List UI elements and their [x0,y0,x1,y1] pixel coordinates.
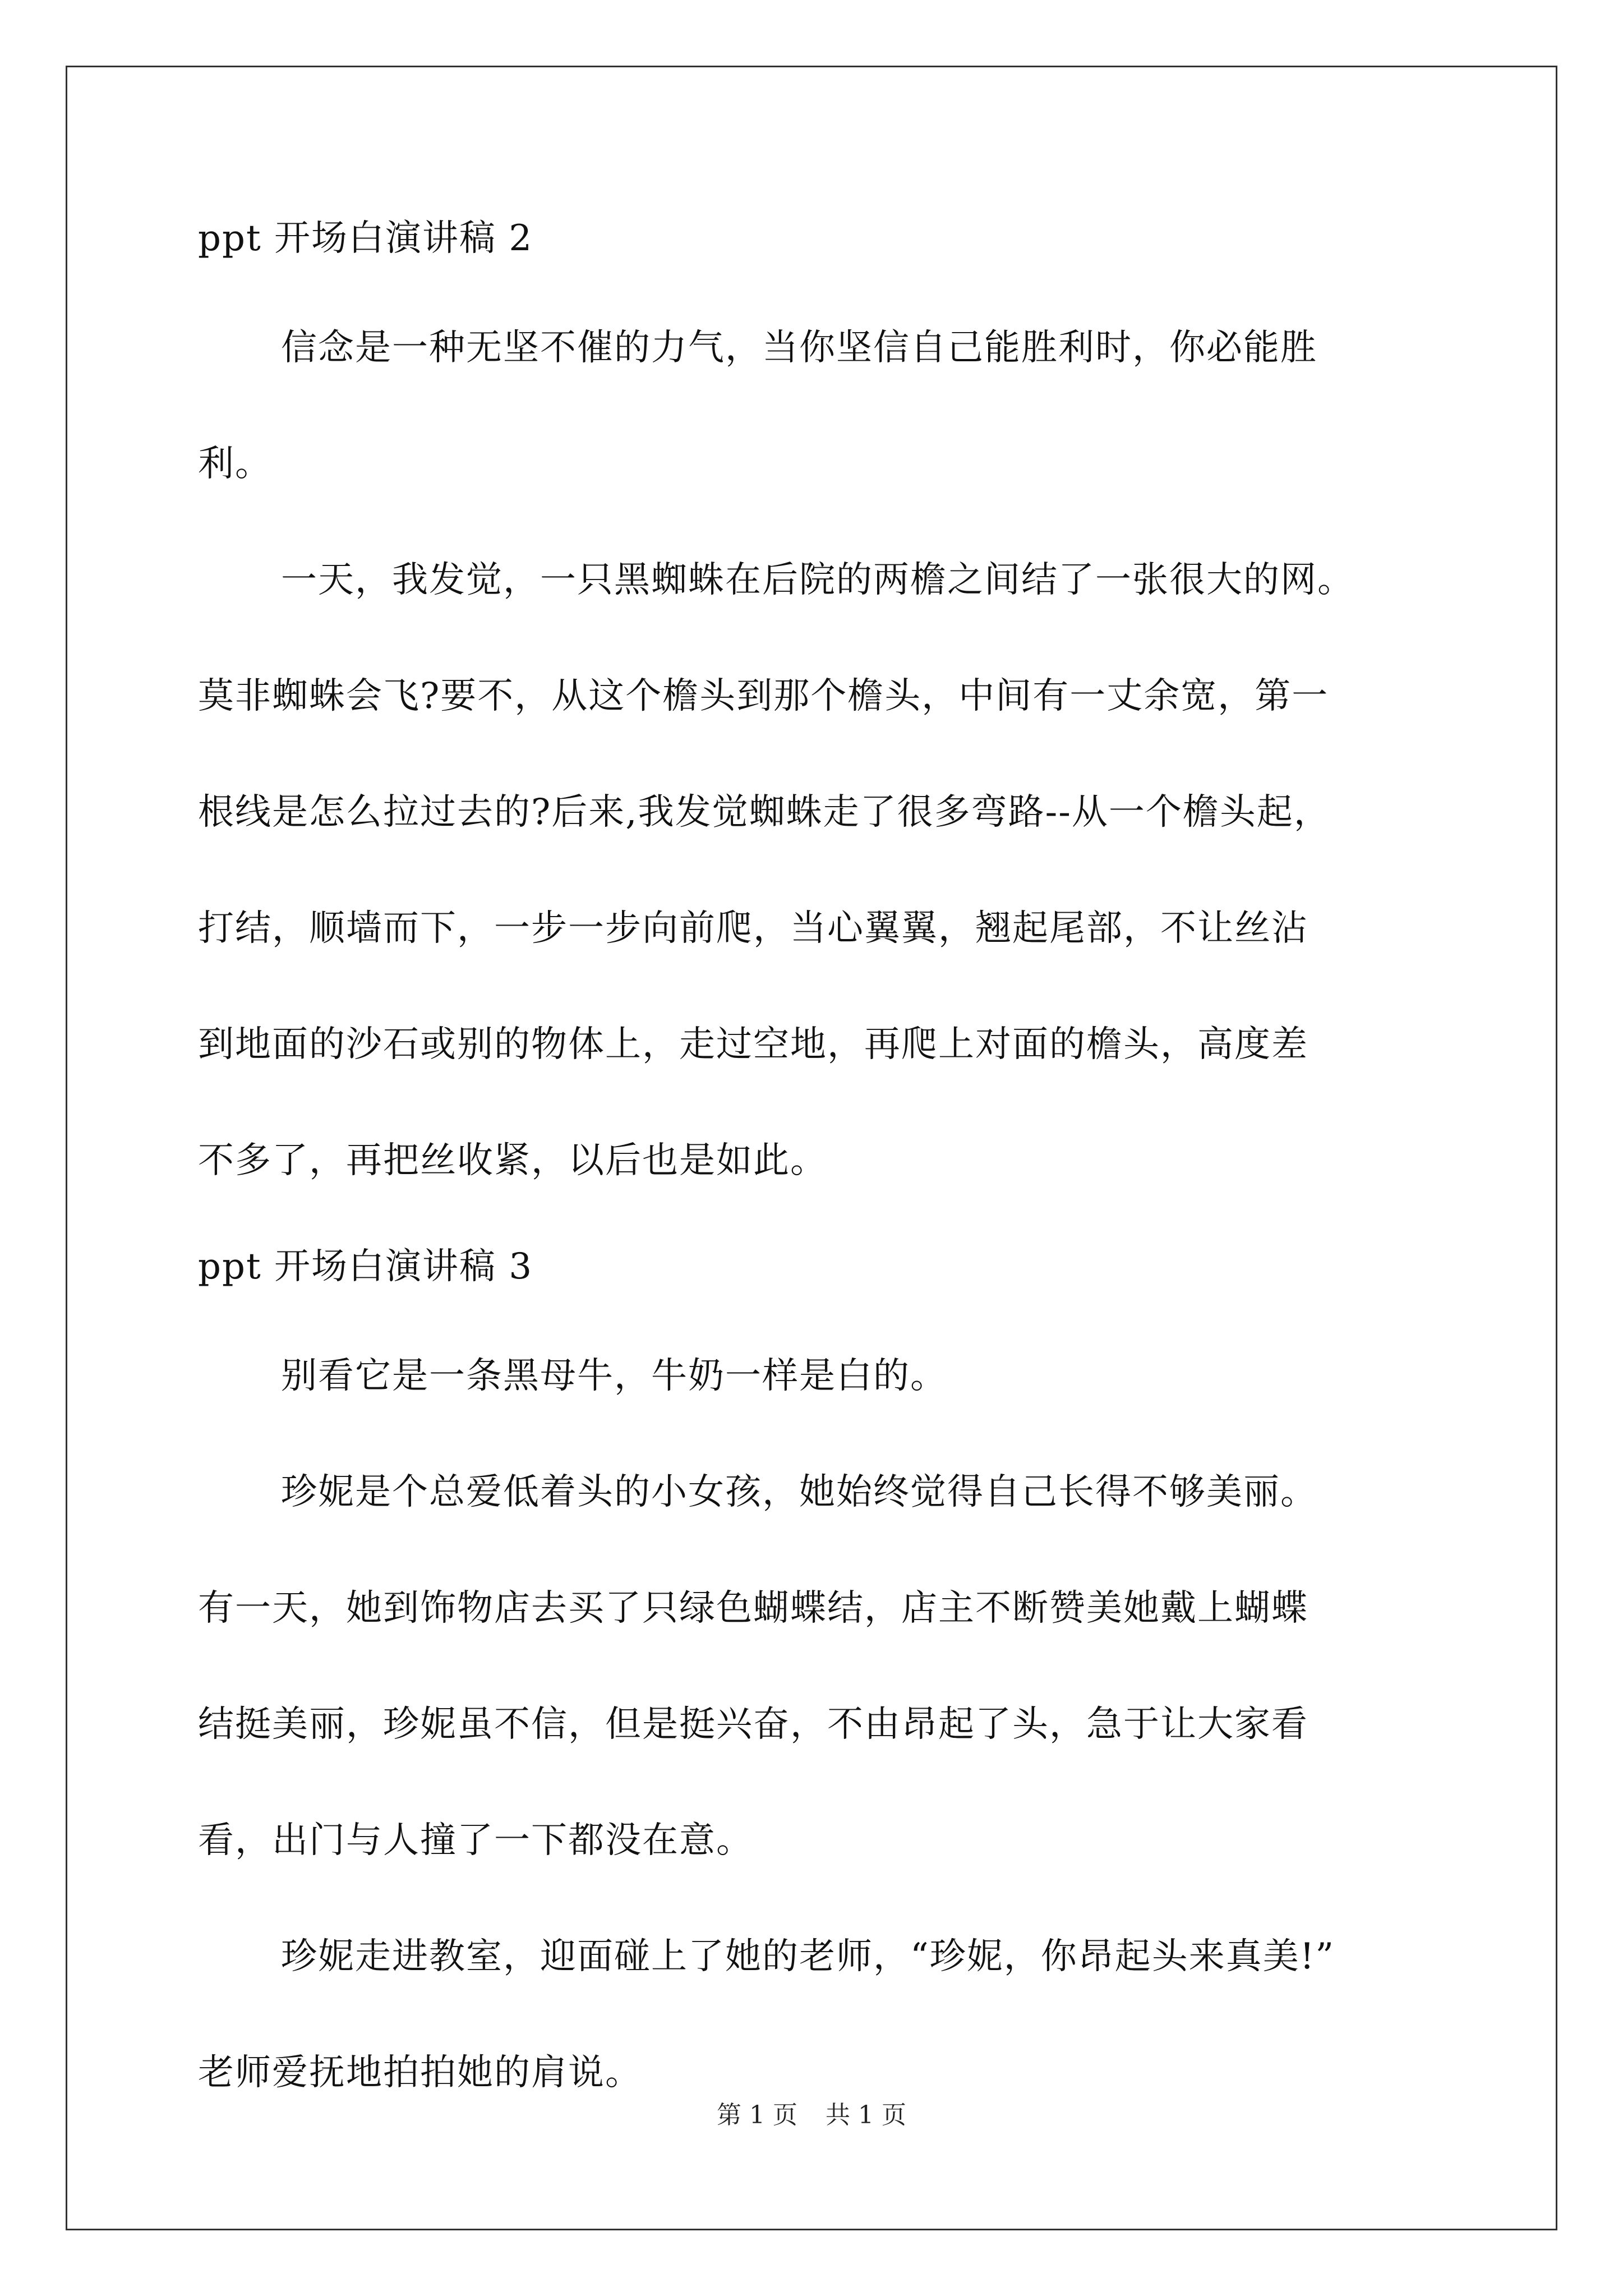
paragraph-line: 不多了，再把丝收紧，以后也是如此。 [198,1140,827,1181]
paragraph-line: 信念是一种无坚不催的力气，当你坚信自己能胜利时，你必能胜 [281,327,1317,369]
paragraph [198,1351,1435,1401]
page-footer [0,2100,1623,2131]
paragraph-line: 莫非蜘蛛会飞?要不，从这个檐头到那个檐头，中间有一丈余宽，第一 [198,675,1329,717]
paragraph [198,1931,1435,2098]
paragraph-line: 利。 [198,443,272,485]
page-number-total: 共 1 页 [826,2101,906,2129]
section-heading: ppt 开场白演讲稿 3 [198,1246,533,1287]
paragraph-line: 一天，我发觉，一只黑蜘蛛在后院的两檐之间结了一张很大的网。 [281,559,1354,601]
paragraph-line: 别看它是一条黑母牛，牛奶一样是白的。 [281,1355,947,1397]
paragraph-line: 到地面的沙石或别的物体上，走过空地，再爬上对面的檐头，高度差 [198,1024,1308,1065]
paragraph-line: 结挺美丽，珍妮虽不信，但是挺兴奋，不由昂起了头，急于让大家看 [198,1704,1308,1745]
page-number-current: 第 1 页 [717,2101,797,2129]
paragraph-line: 老师爱抚地拍拍她的肩说。 [198,2052,642,2093]
paragraph [198,323,1435,489]
paragraph-line: 珍妮是个总爱低着头的小女孩，她始终觉得自己长得不够美丽。 [281,1471,1317,1513]
paragraph-line: 打结，顺墙而下，一步一步向前爬，当心翼翼，翘起尾部，不让丝沾 [198,908,1308,949]
paragraph-line: 根线是怎么拉过去的?后来,我发觉蜘蛛走了很多弯路--从一个檐头起， [198,792,1331,833]
section-heading: ppt 开场白演讲稿 2 [198,218,533,259]
paragraph [198,1467,1435,1866]
paragraph-line: 有一天，她到饰物店去买了只绿色蝴蝶结，店主不断赞美她戴上蝴蝶 [198,1588,1308,1629]
paragraph [198,555,1435,1186]
paragraph-line: 珍妮走进教室，迎面碰上了她的老师，“珍妮，你昂起头来真美!” [281,1936,1335,1977]
paragraph-line: 看，出门与人撞了一下都没在意。 [198,1820,753,1861]
document-body [198,213,1435,2098]
